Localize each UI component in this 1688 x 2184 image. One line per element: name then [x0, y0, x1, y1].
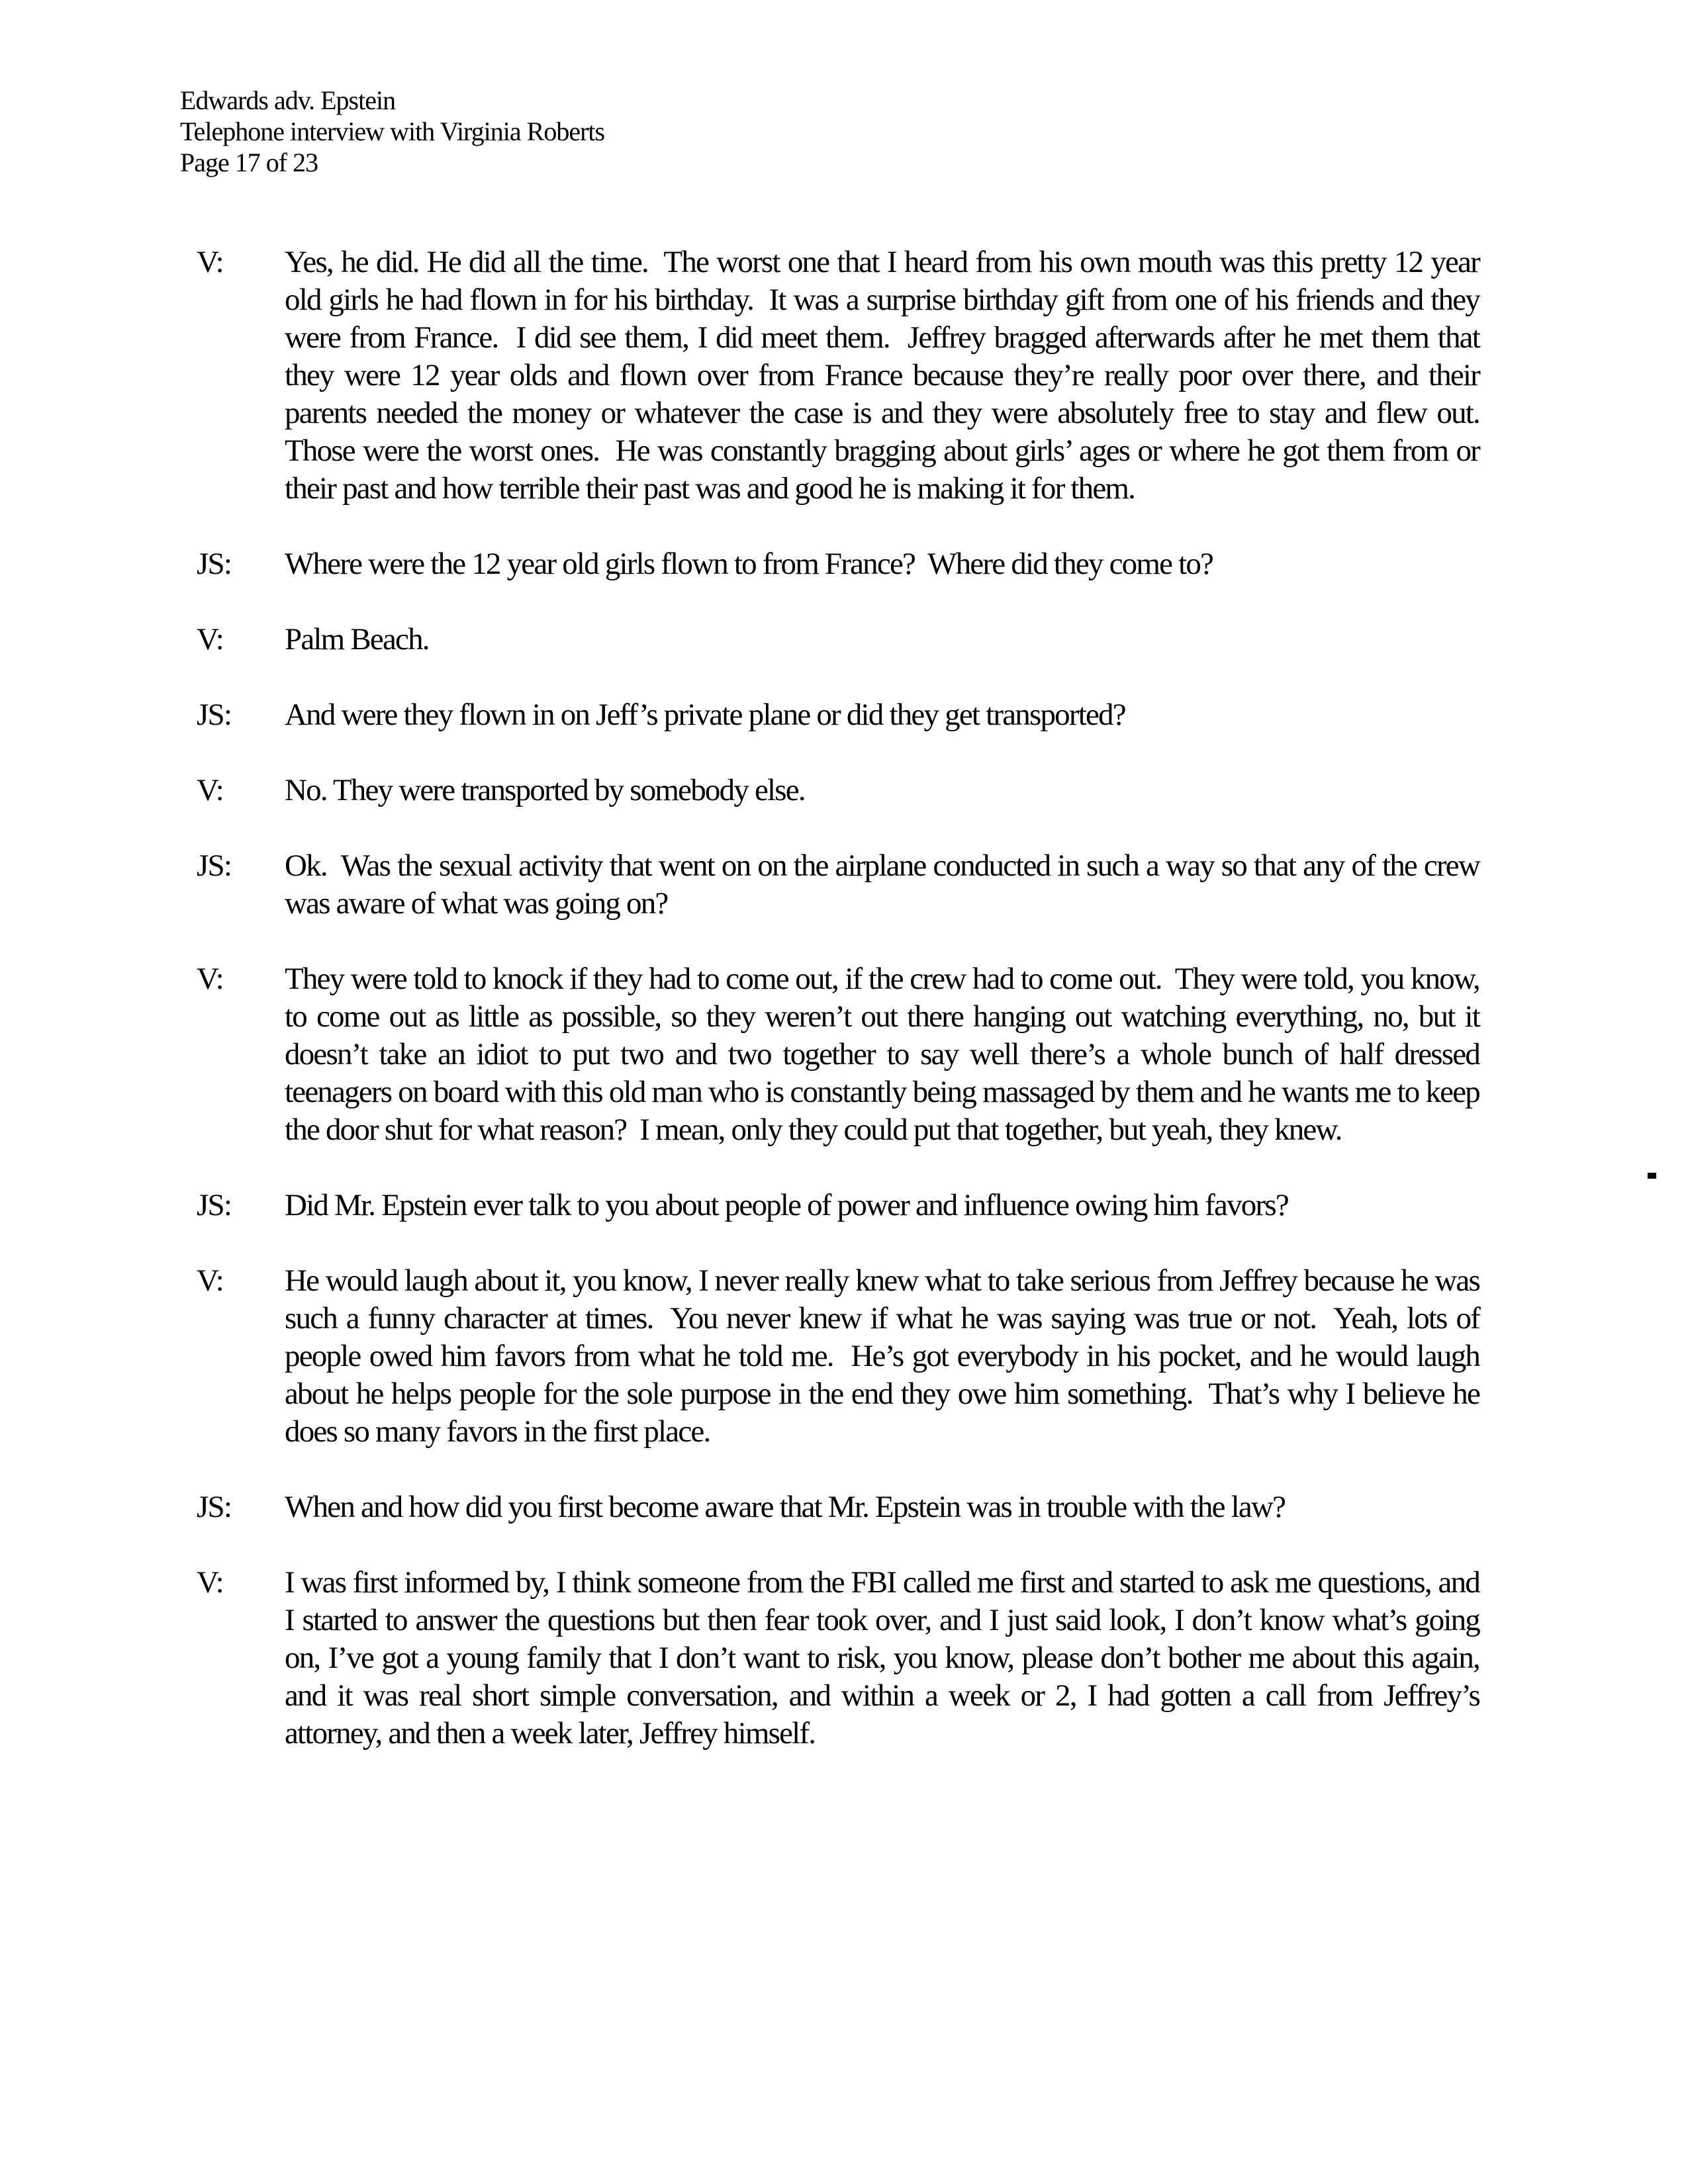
transcript-entry: [197, 1187, 1479, 1224]
transcript-entry: [197, 772, 1479, 809]
speaker-label: JS:: [197, 848, 232, 883]
transcript-entry: [197, 1564, 1486, 1752]
utterance-text: Ok. Was the sexual activity that went on on the airplane conducted in such a way so that any of the crew was aware of what was going on?: [285, 848, 1486, 921]
speaker-label: V:: [197, 962, 223, 996]
utterance-text: He would laugh about it, you know, I never really knew what to take serious from Jeffrey because he was such a funny character at times. You never knew if what he was saying was true or not. Yeah, lots of people owed him favors from what he told me. He’s got everybody in his pocket, and he would laugh about he helps people for the sole purpose in the end they owe him something. That’s why I believe he does so many favors in the first place.: [285, 1263, 1486, 1449]
speaker-label: JS:: [197, 547, 232, 581]
utterance-text: Yes, he did. He did all the time. The worst one that I heard from his own mouth was this pretty 12 year old girls he had flown in for his birthday. It was a surprise birthday gift from one of his friends and they were from France. I did see them, I did meet them. Jeffrey bragged afterwards after he met them that they were 12 year olds and flown over from France because they’re really poor over there, and their parents needed the money or whatever the case is and they were absolutely free to stay and flew out. Those were the worst ones. He was constantly bragging about girls’ ages or where he got them from or their past and how terrible their past was and good he is making it for them.: [285, 245, 1493, 506]
transcript: [197, 244, 1493, 1752]
utterance-text: And were they flown in on Jeff’s private plane or did they get transported?: [285, 698, 1125, 732]
utterance-text: Where were the 12 year old girls flown to from France? Where did they come to?: [285, 547, 1213, 581]
transcript-entry: [197, 545, 1479, 583]
transcript-entry: [197, 960, 1486, 1149]
document-title: Telephone interview with Virginia Roberts: [180, 116, 605, 146]
transcript-entry: [197, 847, 1486, 923]
speaker-label: V:: [197, 1565, 223, 1600]
case-title: Edwards adv. Epstein: [180, 85, 396, 115]
speaker-label: JS:: [197, 1188, 232, 1222]
speaker-label: JS:: [197, 1490, 232, 1524]
utterance-text: No. They were transported by somebody else.: [285, 773, 805, 807]
scan-artifact-speck: [1648, 1173, 1656, 1179]
utterance-text: Palm Beach.: [285, 622, 429, 657]
transcript-entry: [197, 696, 1479, 734]
document-header: [180, 85, 604, 178]
utterance-text: They were told to knock if they had to come out, if the crew had to come out. They were told, you know, to come out as little as possible, so they weren’t out there hanging out watching everything, no, but it doesn’t take an idiot to put two and two together to say well there’s a whole bunch of half dressed teenagers on board with this old man who is constantly being massaged by them and he wants me to keep the door shut for what reason? I mean, only they could put that together, but yeah, they knew.: [285, 962, 1486, 1147]
speaker-label: V:: [197, 773, 223, 807]
speaker-label: V:: [197, 622, 223, 657]
transcript-entry: [197, 244, 1493, 508]
utterance-text: I was first informed by, I think someone from the FBI called me first and started to ask me questions, and I started to answer the questions but then fear took over, and I just said look, I don’t know what’s going on, I’ve got a young family that I don’t want to risk, you know, please don’t bother me about this again, and it was real short simple conversation, and within a week or 2, I had gotten a call from Jeffrey’s attorney, and then a week later, Jeffrey himself.: [285, 1565, 1486, 1751]
transcript-entry: [197, 1262, 1486, 1451]
utterance-text: When and how did you first become aware that Mr. Epstein was in trouble with the law?: [285, 1490, 1286, 1524]
speaker-label: V:: [197, 1263, 223, 1298]
utterance-text: Did Mr. Epstein ever talk to you about people of power and influence owing him favors?: [285, 1188, 1288, 1222]
page-number: Page 17 of 23: [180, 148, 318, 177]
speaker-label: JS:: [197, 698, 232, 732]
transcript-entry: [197, 1488, 1479, 1526]
transcript-entry: [197, 621, 1479, 659]
speaker-label: V:: [197, 245, 223, 279]
